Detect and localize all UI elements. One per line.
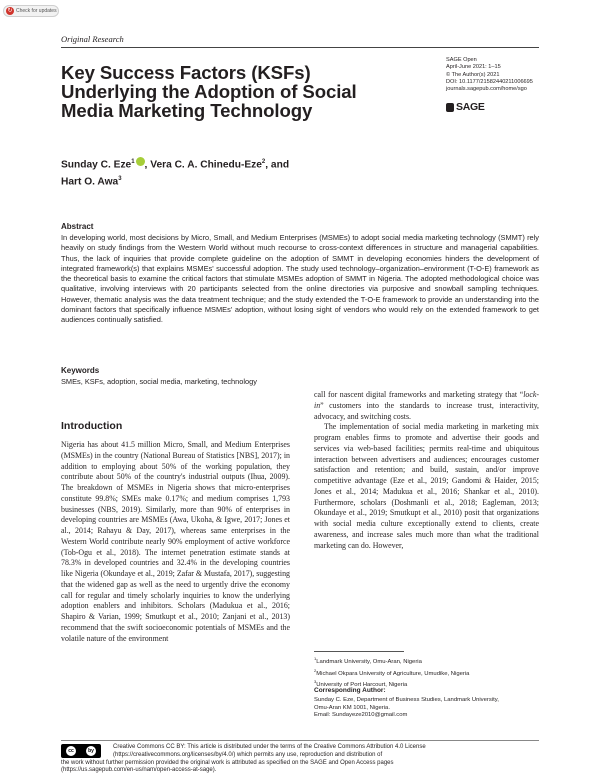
cc-icon: cc <box>66 746 76 756</box>
emphasis-text: lock-in <box>314 390 539 410</box>
author-affiliation-mark: 1 <box>131 159 135 165</box>
license-link[interactable]: (https://creativecommons.org/licenses/by/4.0/) which permits any use, reproduction and distribution of <box>113 751 383 758</box>
author-name: , Vera C. A. Chinedu-Eze <box>144 159 262 171</box>
license-line: Creative Commons CC BY: This article is distributed under the terms of the Creative Commons Attribution 4.0 License <box>113 744 426 750</box>
keywords-text: SMEs, KSFs, adoption, social media, marketing, technology <box>61 377 257 386</box>
check-for-updates-badge[interactable] <box>3 5 59 17</box>
corresponding-author-heading: Corresponding Author: <box>314 687 386 694</box>
journal-copyright: © The Author(s) 2021 <box>446 71 500 78</box>
introduction-heading: Introduction <box>61 420 123 432</box>
journal-info <box>446 57 533 93</box>
license-text <box>61 744 539 775</box>
corresponding-line: Omu-Aran KM 1001, Nigeria. <box>314 704 390 711</box>
article-title: Key Success Factors (KSFs) Underlying the Adoption of Social Media Marketing Technology <box>61 62 357 121</box>
journal-url[interactable]: journals.sagepub.com/home/sgo <box>446 86 527 93</box>
footer-divider <box>61 740 539 741</box>
author-affiliation-mark: 3 <box>118 176 122 183</box>
introduction-left-column: Nigeria has about 41.5 million Micro, Small, and Medium Enterprises (MSMEs) in the country (National Bureau of Statistics [NBS], 2017); in addition to employing about 50% of the working population, they contribute about 50% of the country's industrial outputs (Ihua, 2009). The breakdown of MSMEs in Nigeria shows that micro-enterprises constitute 99.8%; SMEs make 0.17%; and medium comprises 1,793 businesses (NBS, 2019). Similarly, more than 90% of enterprises in developing countries are MSMEs (Awa, Ukoha, & Igwe, 2017; Jones et al., 2014; Rahayu & Day, 2017), whereas same enterprises in the Western World contribute nearly 90% employment of active workforce (Tob-Ogu et al., 2018). The internet penetration estimate stands at 78.3% in developed countries and 32.4% in the developing countries like Nigeria (Okundaye et al., 2019; Zafar & Mustafa, 2017), suggesting that the widened gap as well as the need to urgently drive the economy call for regular and timely scholarly inquiries to know the underlying adoption enablers and inhibitors. Scholars (Madukua et al., 2016; Shapiro & Varian, 1999; Smutkupt et al., 2010; Zanjani et al., 2013) recommend that the swift socioeconomic potentials of MSMEs and the volatile nature of the environment <box>61 440 290 643</box>
abstract-text: In developing world, most decisions by Micro, Small, and Medium Enterprises (MSMEs) to adopt social media marketing technology (SMMT) rely heavily on study findings from the Western World without much recourse to cross-context differences in structure and managerial capabilities. Thus, the lack of inquiries that provide complete guideline on the adoption of SMMT in developing economies hinders the development of integrated framework(s) that explains MSMEs' successful adoption. The study used technology–organization–environment (T-O-E) framework as the theoretical basis to examine the critical factors that stimulate MSMEs adoption of SMMT in Nigeria. The adopted methodological choice was qualitative, involving interviews with 20 participants selected from the online directories via purposive and snowball sampling techniques. However, thematic analysis was the data treatment technique; and the study extended the T-O-E framework to provide an understanding into the dominant factors that specifically influence MSMEs' adoption, without losing sight of vendors who would rely on the extended framework to get audiences continually satisfied. <box>61 233 539 325</box>
footnote-divider <box>314 651 404 652</box>
sage-logo <box>446 101 485 113</box>
author-name: Sunday C. Eze <box>61 159 132 171</box>
header-divider <box>61 47 539 48</box>
affiliation-item: $^3$University of Port Harcourt, Nigeria <box>314 679 408 689</box>
author-affiliation-mark: 2 <box>261 159 266 165</box>
affiliations <box>314 655 469 690</box>
by-icon: by <box>86 746 96 756</box>
article-category: Original Research <box>61 34 124 44</box>
corresponding-author-details <box>314 697 499 720</box>
keywords-heading: Keywords <box>61 366 100 375</box>
introduction-right-column <box>314 390 539 551</box>
introduction-paragraph: call for nascent digital frameworks and marketing strategy that “lock-in” customers into the standards to increase trust, interactivity, advocacy, and switching costs. <box>314 390 539 421</box>
affiliation-item: $^2$Michael Okpara University of Agriculture, Umudike, Nigeria <box>314 667 470 677</box>
sage-logo-text: SAGE <box>456 101 485 113</box>
journal-doi[interactable]: DOI: 10.1177/21582440211006695 <box>446 78 533 85</box>
affiliation-item: $^1$Landmark University, Omu-Aran, Nigeria <box>314 656 422 665</box>
orcid-icon[interactable] <box>136 157 145 166</box>
abstract-heading: Abstract <box>61 222 94 231</box>
sage-logo-mark <box>446 103 454 112</box>
license-line: the work without further permission provided the original work is attributed as specified on the SAGE and Open Access pages <box>61 759 394 766</box>
author-list <box>61 155 361 190</box>
corresponding-email[interactable]: Email: Sundayeze2010@gmail.com <box>314 712 408 719</box>
introduction-paragraph: The implementation of social media marketing in marketing mix program enables firms to promote and advertise their goods and services via web-based facilities; permits real-time and ubiquitous interaction between advertisers and audiences; encourages customer satisfaction and retention; and build, sustain, and/or improve competitive advantage (Eze et al., 2019; Gandomi & Haider, 2015; Jones et al., 2014; Madukua et al., 2016; Shankar et al., 2010). Furthermore, scholars (Doshmanli et al., 2018; Eagleman, 2013; Okundaye et al., 2019; Smutkupt et al., 2010) posit that organizations with social media culture exceptionally extend to clients, create awareness, and increase sales much more than what the traditional marketing can do. However, <box>314 422 539 550</box>
author-separator: , and <box>265 159 290 171</box>
journal-issue: April-June 2021: 1–15 <box>446 64 501 71</box>
refresh-icon: ↻ <box>7 8 13 14</box>
corresponding-line: Sunday C. Eze, Department of Business Studies, Landmark University, <box>314 697 499 703</box>
check-for-updates-label: Check for updates <box>16 8 57 14</box>
journal-name: SAGE Open <box>446 57 477 63</box>
author-name: Hart O. Awa <box>61 176 119 188</box>
license-link[interactable]: (https://us.sagepub.com/en-us/nam/open-access-at-sage). <box>61 767 217 774</box>
